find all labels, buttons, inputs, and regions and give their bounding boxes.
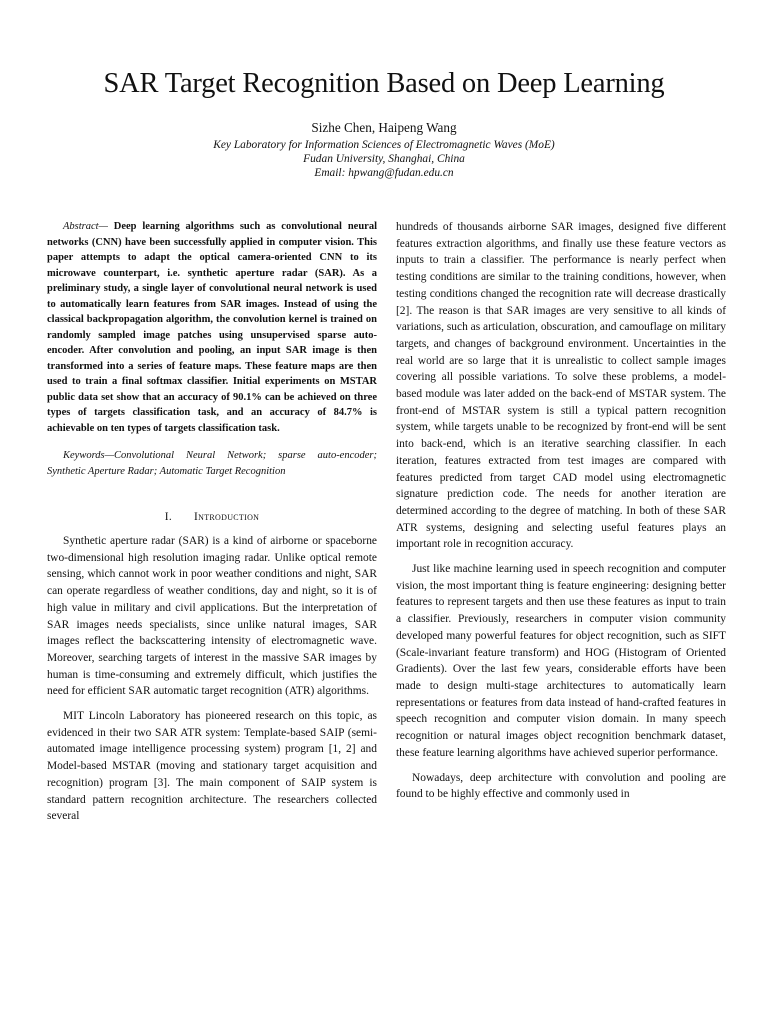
intro-paragraph-5: Nowadays, deep architecture with convolution and pooling are found to be highly effective and commonly used in bbox=[396, 771, 726, 801]
author-email: Email: hpwang@fudan.edu.cn bbox=[314, 167, 454, 179]
intro-paragraph-4: Just like machine learning used in speech recognition and computer vision, the most important thing is feature engineering: designing better features to represent targets and then use these features as input to train a classifier. Previously, researchers in computer vision community developed many powerful features for object recognition, such as SIFT (Scale-invariant feature transform) and HOG (Histogram of Oriented Gradients). Over the last few years, considerable efforts have been made to design multi-stage architectures to automatically learn representations or features from data instead of hand-crafted features in speech recognition and computer vision domain. In many speech recognition or natural images object recognition benchmark dataset, these feature learning algorithms have achieved superior performance. bbox=[396, 563, 726, 759]
intro-paragraph-3: hundreds of thousands airborne SAR images, designed five different features extraction algorithms, and finally use these feature vectors as inputs to train a classifier. The performance is nearly perfect when testing conditions are similar to the training conditions, however, when testing conditions changed the recognition rate will decrease drastically [2]. The reason is that SAR images are very sensitive to all kinds of variations, such as articulation, obscuration, and camouflage on military targets, and changes of background environment. Uncertainties in the real world are so large that it is unrealistic to collect sample images covering all possible variations. To solve these problems, a model-based module was later added on the back-end of MSTAR system. The front-end of MSTAR system is still a typical pattern recognition system, while targets unable to be recognized by front-end will be sent into back-end, which is an iterative searching classifier. In each iteration, features extracted from test images are compared with features predicted from target CAD model using electromagnetic signature prediction code. The needs for another iteration are determined according to the degree of matching. In both of these SAR ATR systems, designing and selecting useful features plays an important role in recognition accuracy. bbox=[396, 221, 727, 551]
right-column bbox=[396, 219, 726, 803]
abstract-text: Deep learning algorithms such as convolutional neural networks (CNN) have been successfully applied in computer vision. This paper attempts to adapt the optical camera-oriented CNN to its microwave counterpart, i.e. synthetic aperture radar (SAR). As a preliminary study, a single layer of convolutional neural network is used to automatically learn features from SAR images. Instead of using the classical backpropagation algorithm, the convolution kernel is trained on randomly sampled image patches using unsupervised sparse auto-encoder. After convolution and pooling, an input SAR image is then transformed into a series of feature maps. These feature maps are then used to train a final softmax classifier. Initial experiments on MSTAR public data set show that an accuracy of 90.1% can be achieved on three types of targets classification task, and an accuracy of 84.7% is achievable on ten types of targets classification task. bbox=[47, 221, 377, 434]
left-column bbox=[47, 219, 377, 825]
section-title: Introduction bbox=[194, 511, 260, 523]
intro-paragraph-1: Synthetic aperture radar (SAR) is a kind of airborne or spaceborne two-dimensional high resolution imaging radar. Unlike optical remote sensing, which cannot work in poor weather conditions and night, SAR can operate regardless of weather conditions, day and night, so it is of high value in military and civil applications. But the interpretation of SAR images needs specialists, since unlike natural images, SAR images reflect the backscattering intensity of electromagnetic wave. Moreover, searching targets of interest in the massive SAR images by human is time-consuming and extremely difficult, which justifies the need for efficient SAR automatic target recognition (ATR) algorithms. bbox=[47, 535, 377, 698]
section-number: I. bbox=[164, 511, 173, 523]
paper-title: SAR Target Recognition Based on Deep Learning bbox=[103, 68, 665, 99]
intro-paragraph-2: MIT Lincoln Laboratory has pioneered research on this topic, as evidenced in their two SAR ATR system: Template-based SAIP (semi-automated image intelligence processing system) program [1, 2] and Model-based MSTAR (moving and stationary target acquisition and recognition) program [3]. The main component of SAIP system is standard pattern recognition architecture. The researchers collected several bbox=[47, 710, 377, 823]
abstract bbox=[47, 219, 377, 436]
author-names: Sizhe Chen, Haipeng Wang bbox=[311, 120, 457, 135]
affiliation-university: Fudan University, Shanghai, China bbox=[303, 153, 465, 165]
keywords: Keywords—Convolutional Neural Network; sparse auto-encoder; Synthetic Aperture Radar; Automatic Target Recognition bbox=[47, 450, 377, 477]
affiliation-lab: Key Laboratory for Information Sciences of Electromagnetic Waves (MoE) bbox=[213, 139, 555, 151]
section-heading-introduction bbox=[47, 509, 377, 525]
abstract-lead: Abstract— bbox=[63, 221, 108, 232]
